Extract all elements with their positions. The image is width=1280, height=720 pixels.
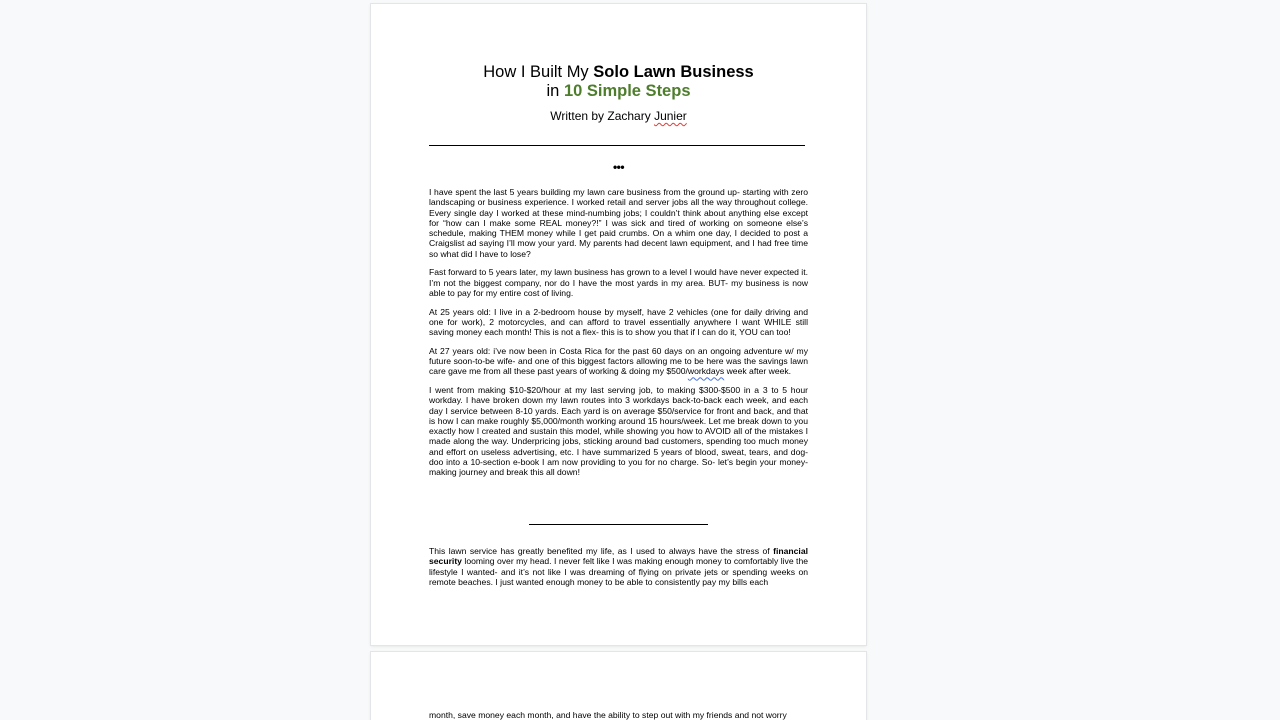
title-line-2	[371, 82, 866, 101]
title-highlight: 10 Simple Steps	[563, 82, 691, 100]
paragraph	[429, 346, 808, 377]
paragraph-text: This lawn service has greatly benefited my life, as I used to always have the stress of	[429, 546, 774, 556]
section-separator: •••	[612, 160, 625, 174]
title-line2-prefix: in	[546, 82, 564, 100]
page2-body	[429, 710, 808, 720]
paragraph-text: At 27 years old: i’ve now been in Costa Rica for the past 60 days on an ongoing adventure w/ my future soon-to-be wife- and one of this biggest factors allowing me to be here was the savings lawn care gave me from all these past years of working & doing my $500/	[429, 345, 808, 377]
title-bold: Solo Lawn Business	[593, 63, 754, 81]
paragraph-text: week after week.	[724, 366, 792, 377]
grammar-flagged-word: workdays	[687, 366, 725, 377]
bold-phrase: financial security	[429, 546, 808, 567]
paragraph: month, save money each month, and have the ability to step out with my friends and not worry	[429, 710, 787, 720]
byline-prefix: Written by Zachary	[550, 109, 655, 123]
paragraph	[429, 546, 808, 587]
document-body-continued	[429, 546, 808, 596]
short-divider	[529, 524, 708, 525]
document-title	[371, 63, 866, 101]
paragraph: I have spent the last 5 years building my lawn care business from the ground up- starting with zero landscaping or business experience. I worked retail and server jobs all the way throughout college. Every single day I worked at these mind-numbing jobs; I couldn’t think about anything else except for “how can I make some REAL money?!” I was sick and tired of working on someone else’s schedule, making THEM money while I get paid crumbs. On a whim one day, I decided to post a Craigslist ad saying I’ll mow your yard. My parents had decent lawn equipment, and I had free time so what did I have to lose?	[429, 187, 808, 259]
document-page-2	[371, 652, 866, 720]
paragraph: I went from making $10-$20/hour at my last serving job, to making $300-$500 in a 3 to 5 hour workday. I have broken down my lawn routes into 3 workdays back-to-back each week, and each day I service between 8-10 yards. Each yard is on average $50/service for front and back, and that is how I can make roughly $5,000/month working around 15 hours/week. Let me break down to you exactly how I created and sustain this model, while showing you how to AVOID all of the mistakes I made along the way. Underpricing jobs, sticking around bad customers, spending too much money and effort on useless advertising, etc. I have summarized 5 years of blood, sweat, tears, and dog-doo into a 10-section e-book I am now providing to you for no charge. So- let’s begin your money-making journey and break this all down!	[429, 385, 808, 477]
paragraph-text: looming over my head. I never felt like I was making enough money to comfortably live the lifestyle I wanted- and it’s not like I was dreaming of flying on private jets or spending weeks on remote beaches. I just wanted enough money to be able to consistently pay my bills each	[429, 556, 808, 587]
author-byline	[371, 109, 866, 123]
document-page	[371, 4, 866, 645]
paragraph: Fast forward to 5 years later, my lawn business has grown to a level I would have never expected it. I’m not the biggest company, nor do I have the most yards in my area. BUT- my business is now able to pay for my entire cost of living.	[429, 267, 808, 298]
title-line-1	[371, 63, 866, 82]
title-prefix: How I Built My	[483, 63, 594, 81]
document-body	[429, 187, 808, 486]
horizontal-rule	[429, 145, 805, 146]
paragraph: At 25 years old: I live in a 2-bedroom house by myself, have 2 vehicles (one for daily driving and one for work), 2 motorcycles, and can afford to travel essentially anywhere I want WHILE still saving money each month! This is not a flex- this is to show you that if I can do it, YOU can too!	[429, 306, 808, 337]
author-surname: Junier	[654, 109, 687, 123]
